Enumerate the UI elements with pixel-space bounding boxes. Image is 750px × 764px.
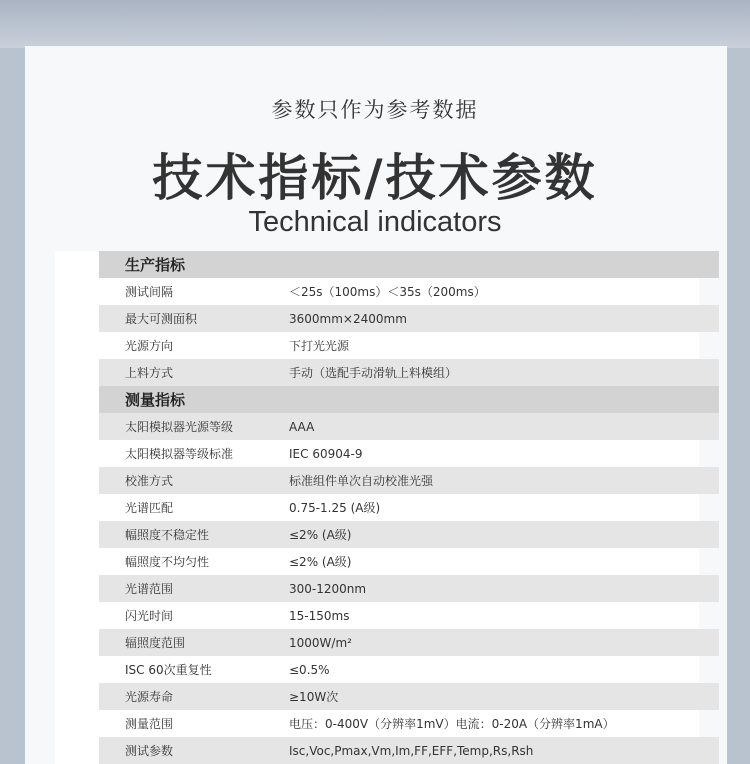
table-row [99,440,719,467]
table-row [99,656,719,683]
row-label: 光源方向 [125,339,174,353]
row-value: 标准组件单次自动校准光强 [289,474,434,488]
row-label: 测试间隔 [125,285,174,299]
table-row [99,359,719,386]
section-title: 生产指标 [125,256,186,274]
row-value: AAA [289,419,315,434]
row-value: IEC 60904-9 [289,446,363,461]
spec-table [99,251,719,764]
row-label: 校准方式 [125,474,174,488]
row-label: 最大可测面积 [125,312,198,326]
row-value: 0.75-1.25 (A级) [289,501,381,515]
table-row [99,278,719,305]
row-value: ≤0.5% [289,662,330,677]
section-title: 测量指标 [125,391,186,409]
table-row [99,575,719,602]
table-row [99,494,719,521]
row-label: 辐照度范围 [125,636,186,650]
table-row [99,413,719,440]
row-label: 太阳模拟器等级标准 [125,447,234,461]
row-value: 电压：0-400V（分辨率1mV）电流：0-20A（分辨率1mA） [289,717,615,731]
row-label: ISC 60次重复性 [125,663,212,677]
table-row [99,683,719,710]
row-value: ≤2% (A级) [289,555,352,569]
row-label: 幅照度不均匀性 [125,555,210,569]
row-label: 幅照度不稳定性 [125,528,210,542]
table-row [99,710,719,737]
table-row [99,467,719,494]
background-band [0,0,750,48]
table-row [99,521,719,548]
row-label: 上料方式 [125,366,174,380]
table-row [99,332,719,359]
section-header [99,251,719,278]
section-header [99,386,719,413]
table-row [99,602,719,629]
row-value: 15-150ms [289,608,350,623]
row-value: ＜25s（100ms）＜35s（200ms） [289,285,486,299]
row-value: 下打光光源 [289,339,350,353]
row-label: 光谱匹配 [125,501,174,515]
row-label: 闪光时间 [125,609,174,623]
page-title: 技术指标/技术参数 [152,149,598,207]
page-title-english: Technical indicators [248,206,502,238]
row-value: 手动（选配手动滑轨上料模组） [289,366,458,380]
row-label: 测量范围 [125,717,174,731]
table-row [99,737,719,764]
row-label: 太阳模拟器光源等级 [125,420,234,434]
row-value: ≤2% (A级) [289,528,352,542]
page-subtitle: 参数只作为参考数据 [271,98,479,122]
row-label: 测试参数 [125,744,174,758]
row-label: 光源寿命 [125,690,174,704]
row-value: ≥10W次 [289,690,339,704]
table-row [99,548,719,575]
row-value: Isc,Voc,Pmax,Vm,Im,FF,EFF,Temp,Rs,Rsh [289,743,534,758]
spec-table-panel [55,251,699,764]
row-value: 300-1200nm [289,581,367,596]
row-label: 光谱范围 [125,582,174,596]
table-row [99,629,719,656]
table-row [99,305,719,332]
row-value: 3600mm×2400mm [289,311,407,326]
row-value: 1000W/m² [289,635,352,650]
